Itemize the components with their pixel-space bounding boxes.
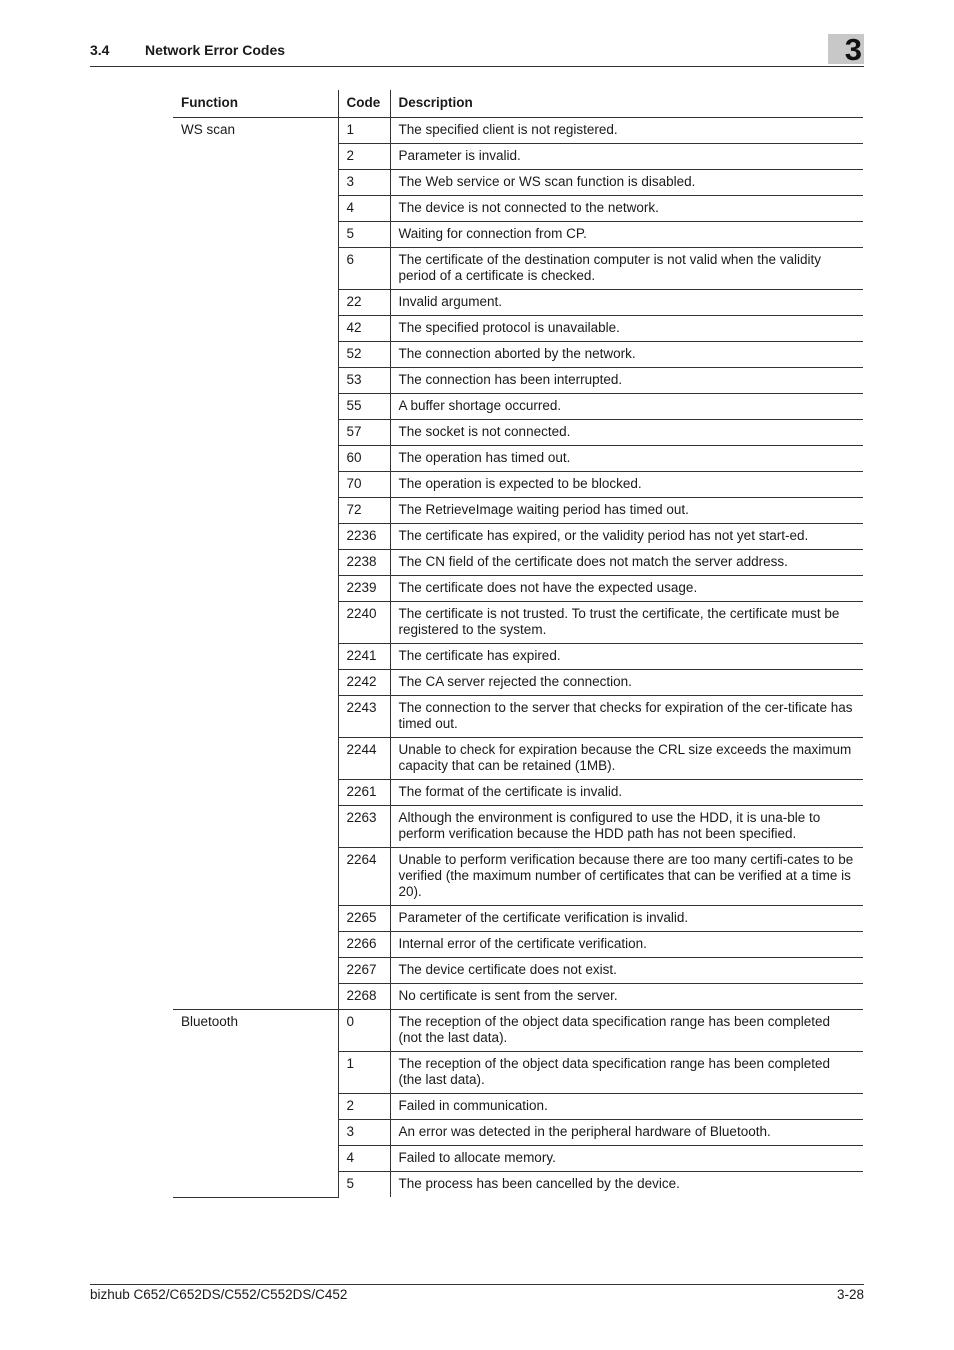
description-cell: Waiting for connection from CP. <box>390 222 863 248</box>
table-body <box>173 118 863 1198</box>
code-cell: 2263 <box>338 806 390 848</box>
table-header-row <box>173 90 863 118</box>
code-cell: 2268 <box>338 984 390 1010</box>
description-cell: The Web service or WS scan function is disabled. <box>390 170 863 196</box>
code-cell: 2236 <box>338 524 390 550</box>
description-cell: An error was detected in the peripheral hardware of Bluetooth. <box>390 1120 863 1146</box>
code-cell: 3 <box>338 170 390 196</box>
code-cell: 1 <box>338 118 390 144</box>
description-cell: The specified client is not registered. <box>390 118 863 144</box>
code-cell: 22 <box>338 290 390 316</box>
description-cell: The CN field of the certificate does not match the server address. <box>390 550 863 576</box>
description-cell: The operation has timed out. <box>390 446 863 472</box>
code-cell: 2238 <box>338 550 390 576</box>
section-number: 3.4 <box>90 42 110 58</box>
description-cell: Internal error of the certificate verification. <box>390 932 863 958</box>
code-cell: 4 <box>338 1146 390 1172</box>
code-cell: 2266 <box>338 932 390 958</box>
description-cell: Unable to perform verification because there are too many certifi-cates to be verified (the maximum number of certificates that can be verified at a time is 20). <box>390 848 863 906</box>
description-cell: The process has been cancelled by the device. <box>398 1176 680 1191</box>
code-cell: 2243 <box>338 696 390 738</box>
table-row <box>173 118 863 144</box>
product-name: bizhub C652/C652DS/C552/C552DS/C452 <box>90 1287 348 1302</box>
code-cell: 2244 <box>338 738 390 780</box>
description-cell: The reception of the object data specification range has been completed (not the last data). <box>390 1010 863 1052</box>
description-cell: The certificate does not have the expected usage. <box>390 576 863 602</box>
code-cell: 2239 <box>338 576 390 602</box>
section-title: Network Error Codes <box>145 42 286 58</box>
description-cell: The specified protocol is unavailable. <box>390 316 863 342</box>
code-cell: 55 <box>338 394 390 420</box>
error-code-table <box>173 90 863 1198</box>
code-cell: 72 <box>338 498 390 524</box>
description-cell: Unable to check for expiration because the CRL size exceeds the maximum capacity that can be retained (1MB). <box>390 738 863 780</box>
description-cell: Parameter of the certificate verification is invalid. <box>390 906 863 932</box>
code-cell: 4 <box>338 196 390 222</box>
code-cell: 53 <box>338 368 390 394</box>
column-header-function: Function <box>173 90 338 118</box>
description-cell: The connection aborted by the network. <box>390 342 863 368</box>
description-cell: Invalid argument. <box>390 290 863 316</box>
page-footer <box>90 1284 864 1302</box>
description-cell: The certificate has expired. <box>390 644 863 670</box>
code-cell: 2240 <box>338 602 390 644</box>
description-cell: The connection has been interrupted. <box>390 368 863 394</box>
code-cell: 2264 <box>338 848 390 906</box>
column-header-code: Code <box>338 90 390 118</box>
page-number: 3-28 <box>836 1287 864 1302</box>
description-cell: No certificate is sent from the server. <box>390 984 863 1010</box>
code-cell: 5 <box>338 222 390 248</box>
table-row <box>173 1010 863 1052</box>
description-cell: The certificate is not trusted. To trust the certificate, the certificate must be registered to the system. <box>390 602 863 644</box>
code-cell: 60 <box>338 446 390 472</box>
code-cell: 52 <box>338 342 390 368</box>
code-cell: 2242 <box>338 670 390 696</box>
description-cell: The device is not connected to the network. <box>390 196 863 222</box>
description-cell: A buffer shortage occurred. <box>390 394 863 420</box>
code-cell: 1 <box>338 1052 390 1094</box>
description-cell: The device certificate does not exist. <box>390 958 863 984</box>
description-cell: Failed to allocate memory. <box>390 1146 863 1172</box>
description-cell: The RetrieveImage waiting period has timed out. <box>390 498 863 524</box>
code-cell: 2 <box>338 1094 390 1120</box>
code-cell: 42 <box>338 316 390 342</box>
description-cell: The CA server rejected the connection. <box>390 670 863 696</box>
description-cell: The certificate of the destination computer is not valid when the validity period of a certificate is checked. <box>390 248 863 290</box>
chapter-number: 3 <box>844 32 862 67</box>
code-cell: 2 <box>338 144 390 170</box>
code-cell: 70 <box>338 472 390 498</box>
description-cell: Failed in communication. <box>390 1094 863 1120</box>
code-cell: 2241 <box>338 644 390 670</box>
code-cell: 3 <box>338 1120 390 1146</box>
description-cell: The reception of the object data specification range has been completed (the last data). <box>390 1052 863 1094</box>
page-header <box>90 32 864 67</box>
function-cell: WS scan <box>173 118 338 1010</box>
description-cell: The format of the certificate is invalid. <box>390 780 863 806</box>
description-cell: The socket is not connected. <box>390 420 863 446</box>
code-cell: 5 <box>338 1172 390 1198</box>
code-cell: 2261 <box>338 780 390 806</box>
description-cell: The certificate has expired, or the validity period has not yet start-ed. <box>390 524 863 550</box>
function-cell: Bluetooth <box>173 1010 338 1198</box>
code-cell: 2267 <box>338 958 390 984</box>
description-cell: The connection to the server that checks for expiration of the cer-tificate has timed out. <box>390 696 863 738</box>
code-cell: 2265 <box>338 906 390 932</box>
code-cell: 0 <box>338 1010 390 1052</box>
description-cell: Although the environment is configured to use the HDD, it is una-ble to perform verification because the HDD path has not been specified. <box>390 806 863 848</box>
code-cell: 57 <box>338 420 390 446</box>
column-header-description: Description <box>390 90 863 118</box>
description-cell: Parameter is invalid. <box>390 144 863 170</box>
description-cell: The operation is expected to be blocked. <box>390 472 863 498</box>
code-cell: 6 <box>338 248 390 290</box>
